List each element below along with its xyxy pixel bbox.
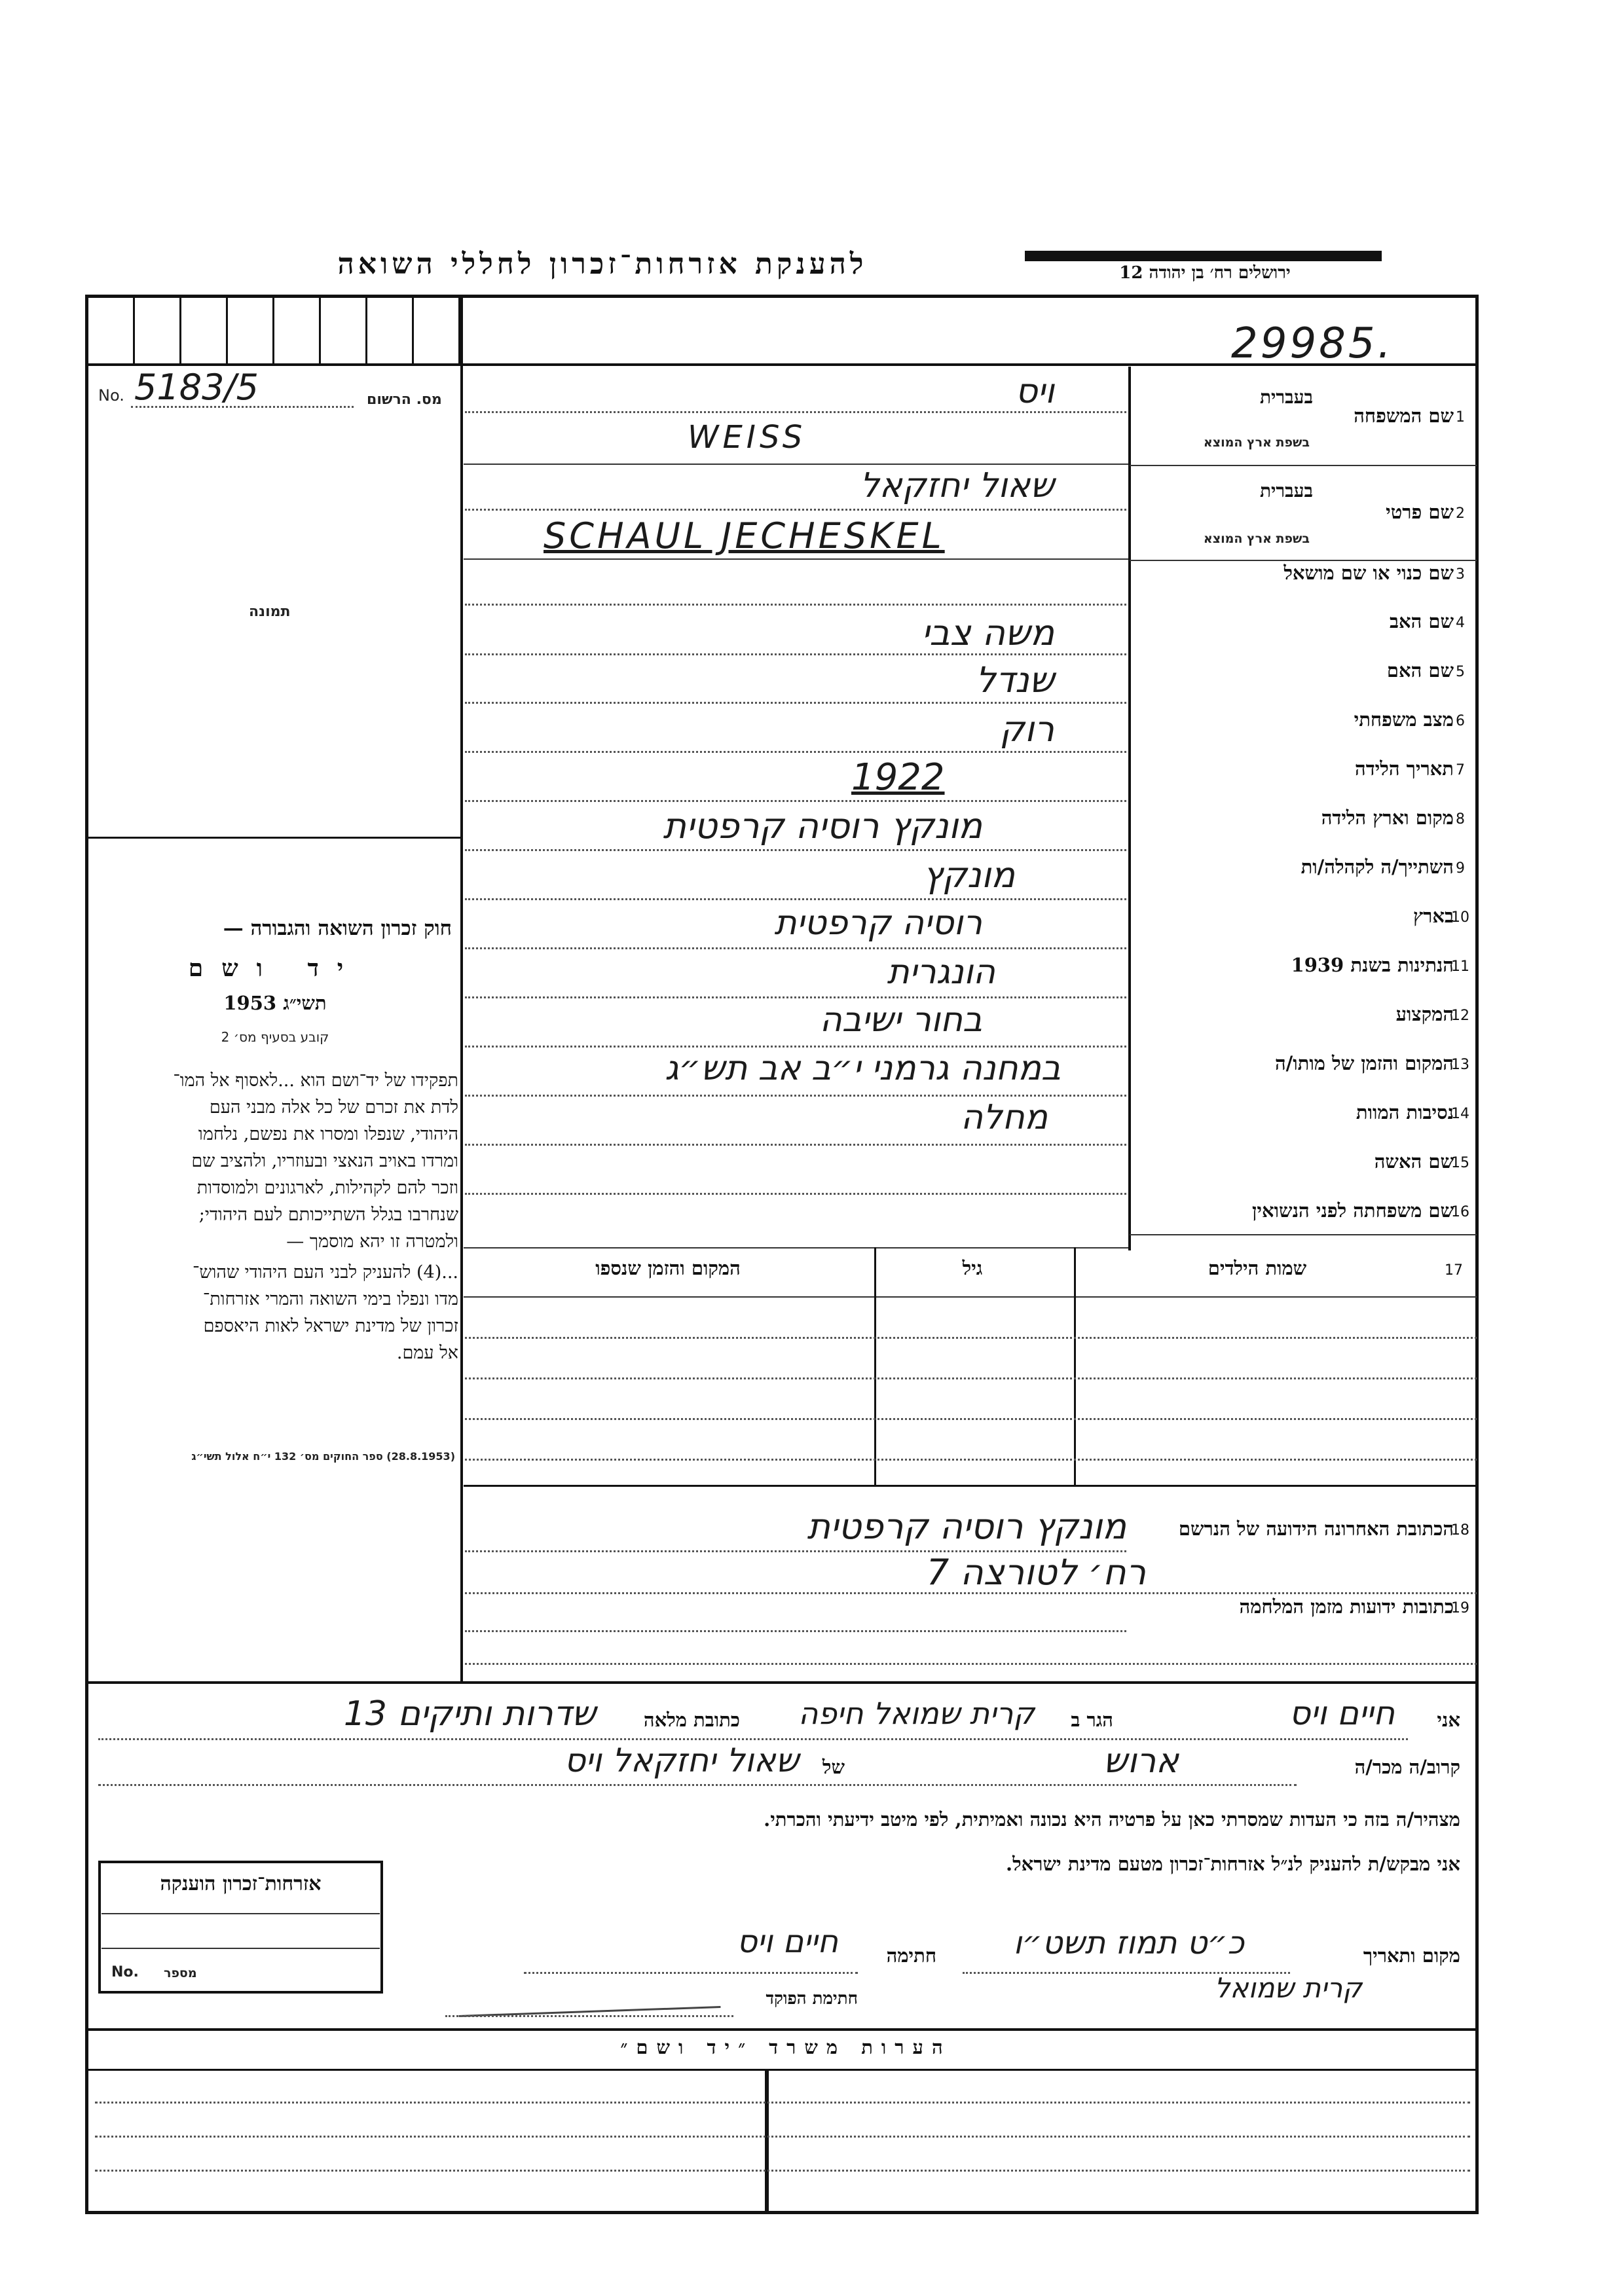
place-date-value: כ״ט תמוז תשט״ו <box>1013 1925 1244 1961</box>
remarks-divider <box>765 2070 769 2213</box>
remarks-title: הערות משרד ״יד ושם״ <box>620 2036 951 2058</box>
declaration-of-label: של <box>822 1756 845 1778</box>
field-num-13: 13 <box>1451 1057 1469 1073</box>
declaration-top-line <box>85 1681 1479 1684</box>
value-birthdate: 1922 <box>851 756 945 799</box>
field-label-community: השתייך/ה לקהלה/ות <box>1301 856 1454 878</box>
field-num-17: 17 <box>1445 1262 1463 1279</box>
field-num-5: 5 <box>1456 664 1465 680</box>
children-table-bottom <box>464 1485 1479 1487</box>
remarks-top-line <box>85 2028 1479 2031</box>
value-firstname-hebrew: שאול יחזקאל <box>860 466 1054 505</box>
law-line: אל עמם. <box>396 1343 458 1363</box>
field-label-death: המקום והזמן של מותו/ה <box>1274 1052 1454 1074</box>
field-num-10: 10 <box>1451 909 1469 926</box>
value-last-address-2: רח׳ לטורצה 7 <box>926 1552 1146 1593</box>
law-title: חוק זכרון השואה והגבורה — <box>223 917 452 940</box>
field-label-father: שם האב <box>1389 610 1454 632</box>
law-line: היהודי, שנפלו ומסרו את נפשם, נלחמו <box>198 1124 458 1144</box>
value-surname-hebrew: ויס <box>1015 372 1054 411</box>
grant-box-no-label: No. <box>111 1964 139 1980</box>
label-column-divider <box>1128 367 1131 1250</box>
field-num-4: 4 <box>1456 615 1465 631</box>
sub-label-origin-2: בשפת ארץ המוצא <box>1203 532 1310 546</box>
field-label-birthplace: מקום וארץ הלידה <box>1321 807 1454 829</box>
field-label-marital: מצב משפחתי <box>1354 708 1454 731</box>
grant-box-title: אזרחות־זכרון הוענקה <box>160 1872 322 1895</box>
value-mother: שנדל <box>975 659 1054 701</box>
law-line: ומרדו באויב הנאצי ובעוזריו, ולהציב שם <box>191 1151 458 1171</box>
declaration-address-label: כתובת מלאה <box>643 1709 740 1731</box>
field-num-16: 16 <box>1451 1204 1469 1220</box>
sub-label-hebrew-1: בעברית <box>1259 386 1313 408</box>
field-label-surname: שם המשפחה <box>1354 405 1454 427</box>
law-line: שנחרבו בגלל השתייכותם לעם היהודי; <box>198 1205 458 1225</box>
field-num-6: 6 <box>1456 713 1465 729</box>
field-label-maiden: שם משפחתה לפני הנשואין <box>1252 1199 1454 1222</box>
children-col-place: המקום והזמן שנספו <box>595 1257 741 1279</box>
field-num-19: 19 <box>1451 1600 1469 1616</box>
office-address: ירושלים רח׳ בן יהודה 12 <box>1119 263 1291 283</box>
field-num-15: 15 <box>1451 1155 1469 1171</box>
value-circumstances: מחלה <box>961 1098 1048 1137</box>
field-label-profession: המקצוע <box>1395 1003 1454 1025</box>
registration-number: 5183/5 <box>134 367 259 408</box>
field-label-last-address: הכתובת האחרונה הידועה של הנרשם <box>1178 1518 1454 1540</box>
field-label-wartime-address: כתובות ידועות מזמן המלחמה <box>1239 1595 1454 1618</box>
law-clause: קובע בסעיף מס׳ 2 <box>221 1029 329 1045</box>
field-num-9: 9 <box>1456 860 1465 877</box>
tick-strip <box>88 298 460 363</box>
law-line: ולמטרה זו יהא מוסמך — <box>286 1231 458 1252</box>
address-dotline-3 <box>465 1630 1126 1632</box>
grant-box-line-2 <box>101 1948 380 1949</box>
registration-dotline <box>131 406 354 408</box>
value-last-address: מונקץ רוסיה קרפטית <box>807 1506 1126 1547</box>
photo-label: תמונה <box>249 604 291 620</box>
law-line: לדת את זכרם של כל אלה מבני העם <box>209 1097 458 1118</box>
signature-value: חיים ויס <box>737 1923 838 1960</box>
value-nationality: הונגרית <box>887 953 995 992</box>
officer-label: חתימת הפוקד <box>766 1989 858 2009</box>
registration-no-label: No. <box>98 386 124 405</box>
remarks-title-line <box>85 2069 1479 2071</box>
field-num-18: 18 <box>1451 1522 1469 1539</box>
field-label-circumstances: נסיבות המוות <box>1356 1101 1454 1123</box>
grant-box-number-label: מספר <box>164 1966 197 1980</box>
place-date-label: מקום ותאריך <box>1363 1944 1460 1967</box>
field-num-12: 12 <box>1451 1008 1469 1024</box>
declaration-dotline-1 <box>98 1738 1408 1740</box>
grant-box-line-1 <box>101 1913 380 1914</box>
law-year: תשי״ג 1953 <box>223 992 327 1014</box>
children-header-line <box>464 1296 1477 1298</box>
officer-dotline <box>445 2015 733 2017</box>
declaration-dotline-2 <box>98 1784 1297 1786</box>
value-father: משה צבי <box>921 612 1054 653</box>
value-profession: בחור ישיבה <box>819 1000 982 1040</box>
declaration-address-value: שדרות ותיקים 13 <box>343 1694 596 1734</box>
column-divider <box>460 295 463 1683</box>
place-value: קרית שמואל <box>1214 1972 1362 2004</box>
declaration-request: אני מבקש/ת להעניק לנ״ל אזרחות־זכרון מטעם מדינת ישראל. <box>1006 1853 1460 1875</box>
field-label-firstname: שם פרטי <box>1386 501 1454 523</box>
field-num-3: 3 <box>1456 566 1465 583</box>
field-num-14: 14 <box>1451 1106 1469 1122</box>
value-community: מונקץ <box>923 854 1015 896</box>
field-label-nationality: הנתינות בשנת 1939 <box>1291 954 1454 976</box>
field-label-alias: שם כנוי או שם מושאל <box>1283 562 1454 584</box>
field-num-8: 8 <box>1456 811 1465 828</box>
field-num-7: 7 <box>1456 762 1465 778</box>
value-surname-latin: WEISS <box>688 419 807 456</box>
law-line: ...(4) להעניק לבני העם היהודי שהוש־ <box>193 1262 458 1283</box>
law-citation: (28.8.1953) ספר החוקים מס׳ 132 י״ח אלול תשי״ג <box>191 1450 455 1463</box>
address-dotline-2 <box>465 1592 1477 1594</box>
law-line: וזכר להם לקהילות, לארגונים ולמוסדות <box>196 1178 458 1198</box>
field-label-birthdate: תאריך הלידה <box>1355 757 1454 780</box>
value-marital: רוק <box>999 708 1054 750</box>
signature-dotline <box>524 1972 858 1974</box>
law-text <box>92 1067 458 1366</box>
value-firstname-latin: SCHAUL JECHESKEL <box>544 515 945 556</box>
photo-box-bottom <box>85 837 462 839</box>
children-col-divider-1 <box>874 1247 876 1486</box>
children-col-divider-2 <box>1074 1247 1076 1486</box>
header-bar <box>1025 251 1382 261</box>
law-line: זכרון של מדינת ישראל לאות היאספם <box>203 1316 458 1336</box>
declaration-i-label: אני <box>1437 1709 1460 1731</box>
field-label-country: בארץ <box>1413 905 1454 927</box>
value-birthplace: מונקץ רוסיה קרפטית <box>663 805 982 847</box>
declaration-resident-value: קרית שמואל חיפה <box>798 1696 1035 1731</box>
address-dotline-4 <box>465 1663 1477 1665</box>
declaration-of-value: שאול יחזקאל ויס <box>564 1741 799 1779</box>
value-country: רוסיה קרפטית <box>774 903 982 943</box>
declaration-i-value: חיים ויס <box>1289 1694 1395 1732</box>
law-line: תפקידו של יד־ושם הוא ...לאסוף אל המו־ <box>173 1070 458 1091</box>
field-num-2: 2 <box>1456 505 1465 522</box>
field-num-1: 1 <box>1456 409 1465 426</box>
declaration-relative-label: קרוב/ה מכר/ה <box>1354 1756 1460 1778</box>
declaration-resident-label: הגר ב <box>1071 1709 1113 1731</box>
value-death: במחנה גרמני י״ב אב תש״ג <box>665 1049 1061 1088</box>
law-line: מדו ונפלו בימי השואה והמרי אזרחות־ <box>202 1289 458 1309</box>
children-col-age: גיל <box>962 1257 983 1279</box>
form-number: 29985. <box>1231 319 1393 368</box>
registration-label: מס. הרשום <box>367 392 442 408</box>
sub-label-origin-1: בשפת ארץ המוצא <box>1203 435 1310 450</box>
sub-label-hebrew-2: בעברית <box>1259 480 1313 501</box>
field-num-11: 11 <box>1451 958 1469 975</box>
declaration-statement: מצהיר/ה בזה כי העדות שמסרתי כאן על פרטיה היא נכונה ואמיתית, לפי מיטב ידיעתי והכרתי. <box>764 1808 1460 1831</box>
form-title: להענקת אזרחות־זכרון לחללי השואה <box>337 247 868 281</box>
signature-label: חתימה <box>886 1944 936 1967</box>
children-col-names: שמות הילדים <box>1208 1257 1307 1279</box>
field-label-mother: שם האם <box>1386 659 1454 682</box>
field-label-wife: שם האשה <box>1374 1150 1454 1173</box>
declaration-relative-value: ארוש <box>1103 1741 1179 1781</box>
law-name: יד ושם <box>188 955 362 982</box>
